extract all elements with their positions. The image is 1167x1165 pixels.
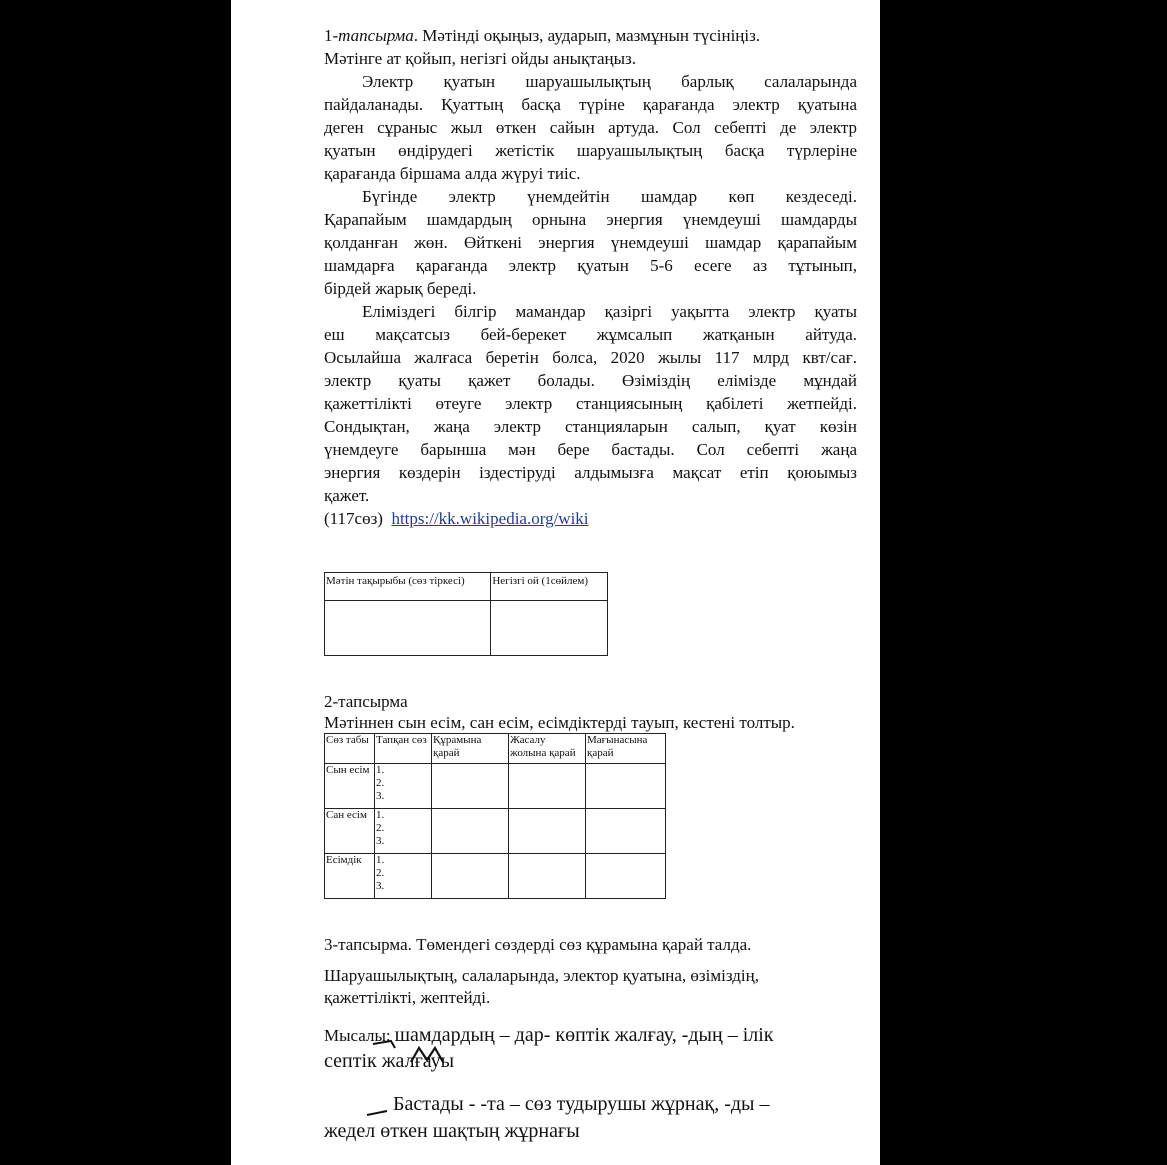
answer-cell[interactable] [509, 854, 586, 899]
answer-cell-topic[interactable] [325, 601, 491, 656]
task2-table [324, 733, 666, 899]
paragraph-line: энергия көздерін іздестіруді алдымызға мақсат етіп қоюымыз [324, 463, 857, 482]
answer-cell[interactable] [586, 809, 666, 854]
task1-label: тапсырма [338, 26, 414, 45]
answer-cell[interactable] [432, 764, 509, 809]
paragraph-line: пайдаланады. Қуаттың басқа түріне қарағанда электр қуатына [324, 95, 857, 114]
row-label: Сан есім [325, 809, 375, 854]
stem-mark [365, 1108, 391, 1118]
source-link[interactable]: https://kk.wikipedia.org/wiki [391, 509, 589, 528]
paragraph-line: Сондықтан, жаңа электр станцияларын салып, қуат көзін [324, 417, 857, 436]
task1-answer-table [324, 572, 608, 656]
example-2-line1: Бастады - -та – сөз тудырушы жұрнақ, -ды – [393, 1093, 770, 1115]
answer-cell[interactable] [432, 854, 509, 899]
paragraph-line: бірдей жарық береді. [324, 279, 477, 298]
item-number: 3. [376, 790, 385, 802]
table-header: Сөз табы [325, 734, 375, 764]
found-words-cell[interactable] [375, 764, 432, 809]
paragraph-line: Бүгінде электр үнемдейтін шамдар көп кездеседі. [362, 187, 857, 206]
table-header-main-idea: Негізгі ой (1сөйлем) [491, 573, 608, 601]
example-1-line2: септік жалғауы [324, 1050, 455, 1072]
item-number: 3. [376, 835, 385, 847]
task1-instruction-text: . Мәтінді оқыңыз, аударып, мазмұнын түсініңіз. [413, 26, 761, 45]
paragraph-line: Осылайша жалғаса беретін болса, 2020 жылы 117 млрд квт/сағ. [324, 348, 857, 367]
example-label: Мысалы: [324, 1026, 391, 1045]
paragraph-line: қарағанда біршама алда жүруі тиіс. [324, 164, 581, 183]
paragraph-line: деген сұраныс жыл өткен сайын артуда. Сол себепті де электр [324, 118, 857, 137]
task3-words-line2: қажеттілікті, жептейді. [324, 988, 491, 1007]
example-text: шамдардың – дар- көптік жалғау, -дың – ілік [394, 1024, 774, 1046]
row-label: Сын есім [325, 764, 375, 809]
paragraph-line: Қарапайым шамдардың орнына энергия үнемдеуші шамдарды [324, 210, 857, 229]
word-count: (117сөз) [324, 509, 383, 528]
paragraph-line: шамдарға қарағанда электр қуатын 5-6 есеге аз тұтынып, [324, 256, 857, 275]
task2-instruction: Мәтіннен сын есім, сан есім, есімдіктерді тауып, кестені толтыр. [324, 713, 795, 732]
task3-title: 3-тапсырма. Төмендегі сөздерді сөз құрамына қарай талда. [324, 935, 752, 954]
answer-cell[interactable] [509, 764, 586, 809]
answer-cell[interactable] [432, 809, 509, 854]
paragraph-line: электр қуаты қажет болады. Өзіміздің елімізде мұндай [324, 371, 857, 390]
item-number: 1. [376, 809, 385, 821]
item-number: 1. [376, 854, 385, 866]
document-page [231, 0, 880, 1165]
item-number: 3. [376, 880, 385, 892]
example-2-line2: жедел өткен шақтың жұрнағы [324, 1120, 580, 1142]
paragraph-line: Электр қуатын шаруашылықтың барлық салаларында [362, 72, 857, 91]
table-header: Тапқан сөз [375, 734, 432, 764]
paragraph-line: қолданған жөн. Өйткені энергия үнемдеуші шамдар қарапайым [324, 233, 857, 252]
answer-cell[interactable] [586, 764, 666, 809]
row-label: Есімдік [325, 854, 375, 899]
table-header: Мағынасына қарай [586, 734, 666, 764]
table-row [325, 764, 666, 809]
answer-cell[interactable] [586, 854, 666, 899]
table-header: Жасалу жолына қарай [509, 734, 586, 764]
answer-cell-main-idea[interactable] [491, 601, 608, 656]
item-number: 1. [376, 764, 385, 776]
paragraph-line: үнемдеуге барынша мән бере бастады. Сол себепті жаңа [324, 440, 857, 459]
table-header: Құрамына қарай [432, 734, 509, 764]
paragraph-line: қажет. [324, 486, 370, 505]
morpheme-marks [371, 1036, 461, 1070]
paragraph-line: қуатын өндірудегі жетістік шаруашылықтың басқа түрлеріне [324, 141, 857, 160]
task3-words-line1: Шаруашылықтың, салаларында, электор қуатына, өзіміздің, [324, 966, 759, 985]
task1-number: 1- [324, 26, 339, 45]
found-words-cell[interactable] [375, 854, 432, 899]
task1-instruction [324, 24, 760, 47]
item-number: 2. [376, 867, 385, 879]
paragraph-line: еш мақсатсыз бей-берекет жұмсалып жатқанын айтуда. [324, 325, 857, 344]
source-line [324, 507, 589, 530]
task2-title: 2-тапсырма [324, 692, 408, 711]
item-number: 2. [376, 822, 385, 834]
task1-instruction-line2: Мәтінге ат қойып, негізгі ойды анықтаңыз. [324, 49, 637, 68]
item-number: 2. [376, 777, 385, 789]
paragraph-line: қажеттілікті өтеуге электр станциясының қабілеті жетпейді. [324, 394, 857, 413]
table-header-topic: Мәтін тақырыбы (сөз тіркесі) [325, 573, 491, 601]
paragraph-line: Еліміздегі білгір мамандар қазіргі уақытта электр қуаты [362, 302, 857, 321]
answer-cell[interactable] [509, 809, 586, 854]
found-words-cell[interactable] [375, 809, 432, 854]
table-row [325, 854, 666, 899]
table-row [325, 809, 666, 854]
